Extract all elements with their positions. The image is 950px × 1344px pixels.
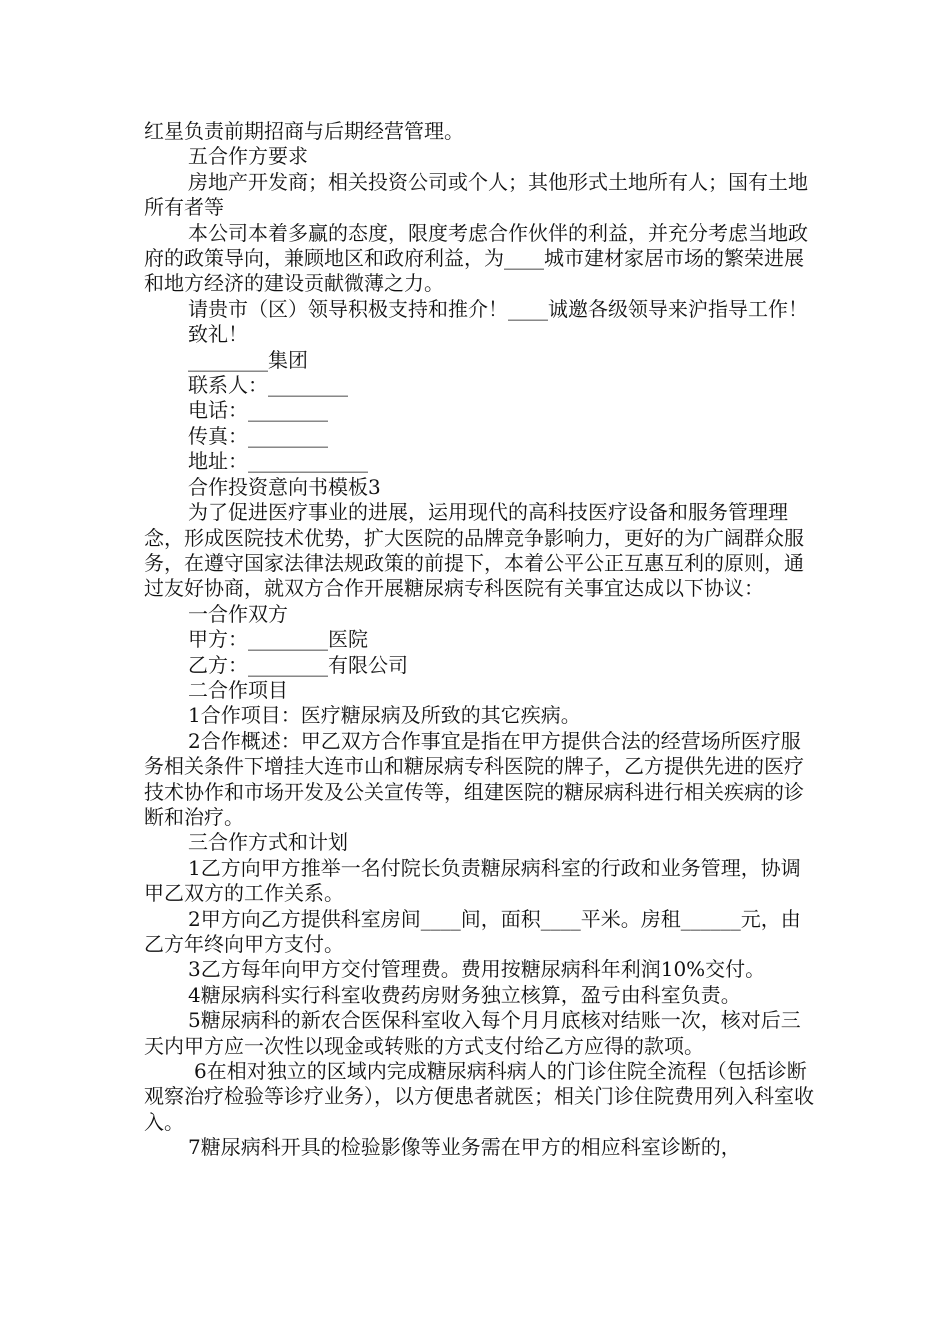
template-title: 合作投资意向书模板3 [188, 474, 381, 499]
paragraph: 房地产开发商；相关投资公司或个人；其他形式土地所有人；国有土地所有者等 [144, 169, 808, 220]
party-b: 乙方：________有限公司 [188, 652, 408, 677]
paragraph: 为了促进医疗事业的进展，运用现代的高科技医疗设备和服务管理理念，形成医院技术优势，扩大医院的品牌竞争影响力，更好的为广阔群众服务，在遵守国家法律法规政策的前提下，本着公平公正互惠互利的原则，通过友好协商，就双方合作开展糖尿病专科医院有关事宜达成以下协议： [144, 500, 804, 601]
section-heading: 五合作方要求 [188, 144, 308, 169]
list-item: 5糖尿病科的新农合医保科室收入每个月月底核对结账一次，核对后三天内甲方应一次性以现金或转账的方式支付给乙方应得的款项。 [144, 1008, 801, 1058]
closing-salutation: 致礼！ [188, 322, 248, 347]
paragraph: 本公司本着多赢的态度，限度考虑合作伙伴的利益，并充分考虑当地政府的政策导向，兼顾地区和政府利益，为____城市建材家居市场的繁荣进展和地方经济的建设贡献微薄之力。 [144, 220, 808, 296]
contact-fax: 传真：________ [188, 423, 328, 448]
section-heading: 三合作方式和计划 [188, 830, 348, 855]
section-heading: 二合作项目 [188, 677, 288, 702]
section-heading: 一合作双方 [188, 601, 288, 626]
signature-company: ________集团 [188, 347, 308, 372]
list-item: 7糖尿病科开具的检验影像等业务需在甲方的相应科室诊断的， [188, 1135, 741, 1160]
list-item: 1合作项目：医疗糖尿病及所致的其它疾病。 [188, 703, 581, 728]
document-page [144, 119, 814, 1161]
contact-person: 联系人：________ [188, 373, 348, 398]
paragraph: 红星负责前期招商与后期经营管理。 [144, 119, 464, 143]
contact-phone: 电话：________ [188, 398, 328, 423]
party-a: 甲方：________医院 [188, 627, 368, 652]
list-item: 1乙方向甲方推举一名付院长负责糖尿病科室的行政和业务管理，协调甲乙双方的工作关系。 [144, 855, 801, 906]
list-item: 3乙方每年向甲方交付管理费。费用按糖尿病科年利润10%交付。 [188, 957, 766, 982]
paragraph: 请贵市（区）领导积极支持和推介！____诚邀各级领导来沪指导工作！ [188, 296, 808, 321]
list-item: 2甲方向乙方提供科室房间____间，面积____平米。房租______元，由乙方年终向甲方支付。 [144, 906, 801, 956]
contact-address: 地址：____________ [188, 449, 368, 474]
list-item: 4糖尿病科实行科室收费药房财务独立核算，盈亏由科室负责。 [188, 982, 741, 1007]
list-item: 2合作概述：甲乙双方合作事宜是指在甲方提供合法的经营场所医疗服务相关条件下增挂大连市山和糖尿病专科医院的牌子，乙方提供先进的医疗技术协作和市场开发及公关宣传等，组建医院的糖尿病科进行相关疾病的诊断和治疗。 [144, 728, 804, 829]
list-item: 6在相对独立的区域内完成糖尿病科病人的门诊住院全流程（包括诊断观察治疗检验等诊疗业务），以方便患者就医；相关门诊住院费用列入科室收入。 [144, 1059, 814, 1134]
